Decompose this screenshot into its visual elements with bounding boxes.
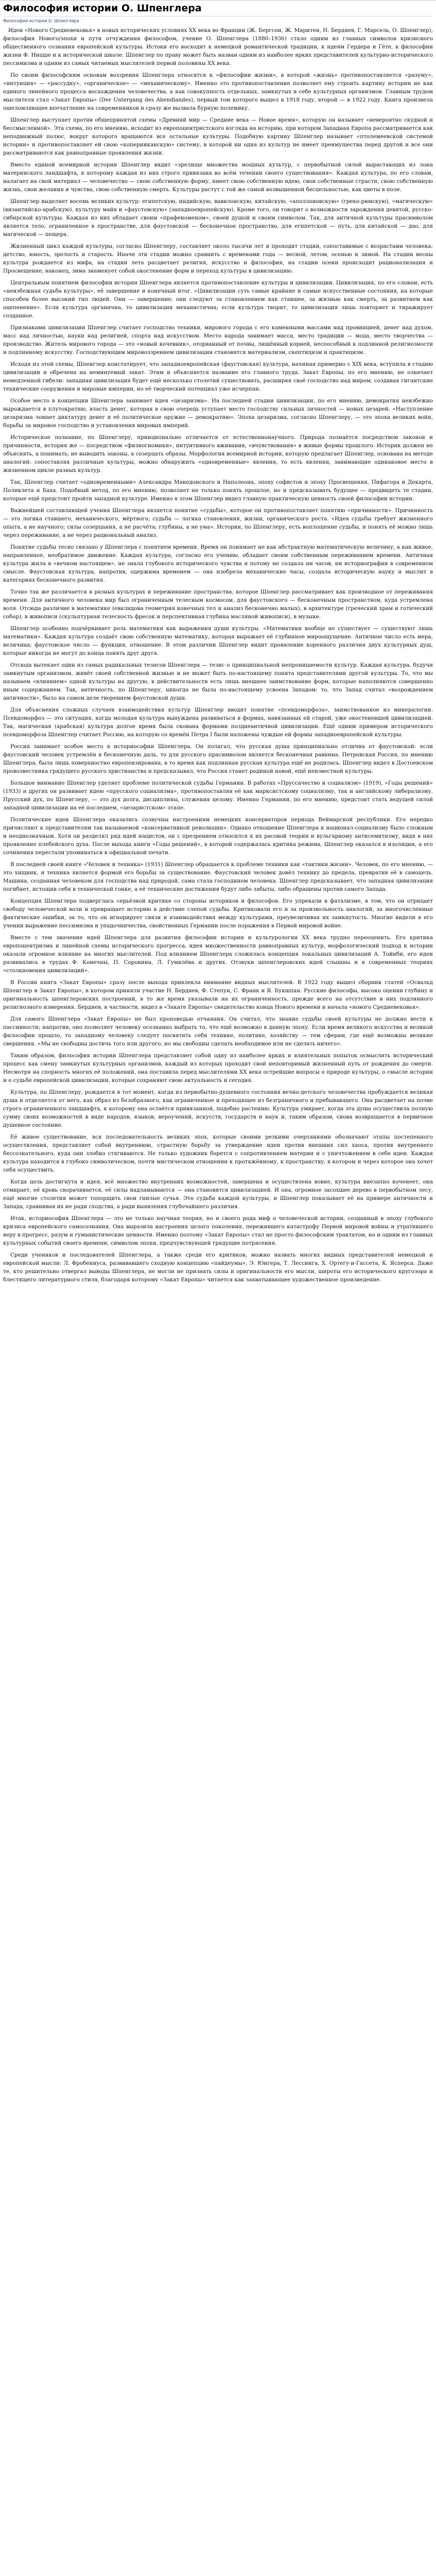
article-body [3,26,433,1284]
top-divider [0,0,436,1]
article-paragraph: Её живое существование, вся последовательность великих эпох, которые своими резкими очертаниями обозначают этапы постепенного осуществления, представляет собой внутреннюю, страстную борьбу за утверждение идеи против внешних сил хаоса, против внутреннего бессознательного, куда они злобно стягиваются. Не только художник борется с сопротивлением материи и с уничтожением в себе идеи. Каждая культура находится в глубоко символическом, почти мистическом отношении к протяжённому, к пространству, в котором и через которое она хочет себя осуществить. [3,1134,433,1173]
article-paragraph: Шпенглер выделяет восемь великих культур: египетскую, индийскую, вавилонскую, китайскую, «аполлоновскую» (греко-римскую), «магическую» (византийско-арабскую), культуру майя и «фаустовскую» (западноевропейскую). Кроме того, он говорит о возможности зарождения девятой, русско-сибирской культуры. Каждая из них обладает своим «прафеноменом», своей душой и своим символом. Так, для античной культуры прасимволом является тело, ограниченное в пространстве, для фаустовской — бесконечное пространство, для египетской — путь, для китайской — дао, для магической — пещера. [3,198,433,238]
article-paragraph: Вместо единой всемирной истории Шпенглер видит «зрелище множества мощных культур, с первобытной силой вырастающих из лона материнского ландшафта, к которому каждая из них строго привязана во всём течении своего существования». Каждая культура, по его словам, налагает на свой материал — человечество — свою собственную форму, имеет свою собственную идею, свои собственные страсти, свою собственную жизнь, свои желания и чувства, свою собственную смерть. Культуры растут с той же самой возвышенной бесцельностью, как цветы в поле. [3,162,433,193]
article-paragraph: Среди учеников и последователей Шпенглера, а также среди его критиков, можно назвать многих видных представителей немецкой и европейской мысли: Л. Фробениуса, развивавшего сходную концепцию «пайдеумы», Э. Юнгера, Т. Лессинга, Х. Ортегу-и-Гассета, К. Ясперса. Даже те, кто решительно отвергал выводы Шпенглера, не могли не признать силы и оригинальности его мысли, широты его исторического кругозора и блестящего литературного стиля, благодаря которому «Закат Европы» читается как захватывающее художественное произведение. [3,1252,433,1283]
article-paragraph: Когда цель достигнута и идея, всё множество внутренних возможностей, завершена и осуществлена вовне, культура внезапно коченеет, она отмирает, её кровь сворачивается, её силы надламываются — она становится цивилизацией. И она, огромное засохшее дерево в первобытном лесу, ещё многие столетия может топорщить свои гнилые сучья. Это судьба каждой культуры, и Шпенглер показывает её на примере античности и Запада, сравнивая их не ради сходства, а ради выявления глубочайшего различия. [3,1179,433,1210]
article-paragraph: Вместе с тем значение идей Шпенглера для развития философии истории и культурологии XX века трудно переоценить. Его критика европоцентризма и линейной схемы исторического прогресса, идея множественности равноправных культур, морфологический подход к истории оказали огромное влияние на многих мыслителей. Под влиянием Шпенглера сложилась концепция локальных цивилизаций А. Тойнби, его идеи развивались в трудах Ф. Конечны, П. Сорокина, Л. Гумилёва и других. Отзвуки шпенглеровских идей слышны и в современных теориях «столкновения цивилизаций». [3,935,433,974]
article-paragraph: Идеи «Нового Средневековья» в новых исторических условиях XX века во Франции (Ж. Бергсон, Ж. Маритен, Н. Бердяев, Г. Марсель, О. Шпенглер), философия Нового/эпохи и пути отчуждения философом, учение О. Шпенглера (1880–1936) стало одним из главных символов кризисного общественного сознания европейской культуры. Истоки его восходят к немецкой романтической традиции, к идеям Гердера и Гёте, к философии жизни Ф. Ницше и к исторической школе. Шпенглер по праву может быть назван одним из наиболее ярких представителей культурно-исторического пессимизма и одним из самых читаемых мыслителей первой половины XX века. [3,27,433,66]
article-paragraph: Признаками цивилизации Шпенглер считает господство техники, мирового города с его каменными массами над провинцией, денег над духом, масс над личностью, науки над религией, спорта над искусством. Место народа занимает масса, место традиции — мода, место творчества — производство. Житель мирового города — это «новый кочевник», оторванный от почвы, лишённый корней, неспособный к подлинной религиозности и подлинному искусству. Господствующим мировоззрением цивилизации становятся материализм, скептицизм и практицизм. [3,325,433,355]
article-paragraph: Шпенглер выступает против общепринятой схемы «Древний мир — Средние века — Новое время», которую он называет «невероятно скудной и бессмысленной». Эта схема, по его мнению, исходит из европоцентристского взгляда на историю, при котором Западная Европа рассматривается как неподвижный полюс, вокруг которого вращаются все остальные культуры. Подобную картину Шпенглер называет «птолемеевской системой истории» и противопоставляет ей свою «коперниканскую» систему, в которой ни одна из культур не имеет преимущества перед другой и все они рассматриваются как равноправные проявления жизни. [3,117,433,156]
article-paragraph: Исходя из этой схемы, Шпенглер констатирует, что западноевропейская (фаустовская) культура, начиная примерно с XIX века, вступила в стадию цивилизации и обречена на неминуемый закат. Этим и объясняется название его главного труда. Закат Европы, по его мнению, не означает немедленной гибели: западная цивилизация будет ещё несколько столетий существовать, расширяя своё господство над миром, создавая гигантские технические сооружения и мировые империи, но её творческий потенциал уже исчерпан. [3,361,433,392]
article-paragraph: В России книга «Закат Европы» сразу после выхода привлекла внимание видных мыслителей. В 1922 году вышел сборник статей «Освальд Шпенглер и Закат Европы», в котором приняли участие Н. Бердяев, Ф. Степун, С. Франк и Я. Букшпан. Русские философы, высоко оценив глубину и оригинальность шпенглеровских построений, в то же время указывали на их ограниченность, прежде всего на отсутствие в них подлинного религиозного измерения. Бердяев, в частности, видел в «Закате Европы» свидетельство конца Нового времени и начала «нового Средневековья». [3,979,433,1010]
article-paragraph: Таким образом, философия истории Шпенглера представляет собой одну из наиболее ярких и влиятельных попыток осмыслить исторический процесс как смену замкнутых культурных организмов, каждый из которых проходит свой неповторимый жизненный путь от рождения до смерти. Несмотря на спорность многих её положений, она поставила перед мыслителями XX века острейшие вопросы о природе культуры, о смысле истории и о судьбе европейской цивилизации, которые сохраняют свою актуальность и сегодня. [3,1053,433,1083]
article-paragraph: Жизненный цикл каждой культуры, согласно Шпенглеру, составляет около тысячи лет и проходит стадии, сопоставимые с возрастами человека: детство, юность, зрелость и старость. Иначе эти стадии можно сравнить с временами года — весной, летом, осенью и зимой. На стадии весны культура рождается из мифа, на стадии лета расцветает религия, искусство и философия, на стадии осени происходит рационализация и Просвещение, наконец, зима знаменует собой окостенение форм и переход культуры в цивилизацию. [3,243,433,274]
article-paragraph: Особое место в концепции Шпенглера занимает идея «цезаризма». На последней стадии цивилизации, по его мнению, демократия неизбежно вырождается в плутократию, власть денег, которая в свою очередь уступает место господству сильных личностей — новых цезарей. «Наступление цезаризма ломает диктатуру денег и её политическое оружие — демократию». Эпоха цезаризма, согласно Шпенглеру, — это эпоха великих войн, борьбы за мировое господство и установления мировых империй. [3,398,433,429]
article-paragraph: Культура, по Шпенглеру, рождается в тот момент, когда из первобытно-душевного состояния вечно-детского человечества пробуждается великая душа и отделяется от него, как образ из безобразного, как ограниченное и преходящее из безграничного и пребывающего. Она расцветает на почве строго ограниченного ландшафта, к которому она остаётся привязанной, подобно растению. Культура умирает, когда эта душа осуществила полную сумму своих возможностей в виде народов, языков, вероучений, искусств, государств и наук и, таким образом, снова возвращается в первичное душевное состояние. [3,1089,433,1128]
article-paragraph: Россия занимает особое место в историософии Шпенглера. Он полагал, что русская душа принципиально отлична от фаустовской: если фаустовский человек устремлён в бесконечную даль, то для русского прасимволом является бесконечная равнина. Петровская Россия, по мнению Шпенглера, была лишь поверхностно европеизирована, в то время как подлинная русская культура ещё не родилась. Шпенглер видел в Достоевском провозвестника грядущего русского христианства и предсказывал, что Россия станет родиной новой, ещё неизвестной культуры. [3,743,433,774]
article-paragraph: Так, Шпенглер считает «одновременными» Александра Македонского и Наполеона, эпоху софистов и эпоху Просвещения, Пифагора и Декарта, Поликлета и Баха. Подобный метод, по его мнению, позволяет не только понять прошлое, но и предсказывать будущее — предвидеть те стадии, которые ещё предстоит пройти западной культуре. Именно в этом Шпенглер видел главную практическую ценность своей философии истории. [3,479,433,502]
article-paragraph: Точно так же различается в разных культурах и переживание пространства, которое Шпенглер рассматривает как производное от переживания времени. Для античного человека мир был ограниченным телесным космосом, для фаустовского — бесконечным пространством, куда устремлена воля. Отсюда различие в математике (евклидова геометрия конечных тел и анализ бесконечно малых), в архитектуре (греческий храм и готический собор), в живописи (скульптурная телесность фресок и перспективная глубина масляной живописи), в музыке. [3,589,433,620]
article-paragraph: Понятие судьбы тесно связано у Шпенглера с понятием времени. Время он понимает не как абстрактную математическую величину, а как живое, направленное, необратимое движение. Каждая культура, согласно его учению, обладает своим собственным переживанием времени. Античная культура жила в «вечном настоящем», не знала глубокого исторического чувства и потому не создала ни часов, ни историографии в современном смысле. Фаустовская культура, напротив, одержима временем — она изобрела механические часы, создала историческую науку и мыслит в категориях бесконечного развития. [3,544,433,583]
article-paragraph: Отсюда вытекает один из самых радикальных тезисов Шпенглера — тезис о принципиальной непроницаемости культур. Каждая культура, будучи замкнутым организмом, живёт своей собственной жизнью и не может быть по-настоящему понята представителями другой культуры. То, что мы называем «влиянием» одной культуры на другую, в действительности есть лишь внешнее заимствование форм, которые наполняются совершенно иным содержанием. Так, античность, по Шпенглеру, никогда не была по-настоящему усвоена Западом: то, что Запад считал «возрождением античности», было на самом деле творением фаустовской души. [3,662,433,701]
article-paragraph: Концепция Шпенглера подверглась серьёзной критике со стороны историков и философов. Его упрекали в фатализме, в том, что он отрицает свободу человеческой воли и превращает историю в действие слепой судьбы. Критиковали его и за произвольность аналогий, за многочисленные фактические ошибки, за то, что он игнорирует связи и взаимодействия между культурами, преувеличивая их замкнутость. Многие видели в его учении выражение пессимизма и упадочничества, свойственных Германии после поражения в Первой мировой войне. [3,898,433,929]
article-paragraph: Для самого Шпенглера «Закат Европы» не был проповедью отчаяния. Он считал, что знание судьбы своей культуры не должно вести к пассивности; напротив, оно позволяет человеку осознанно выбрать то, что ещё возможно в данную эпоху. Если время великого искусства и великой философии прошло, то западному человеку следует посвятить себя технике, политике, хозяйству — тем сферам, где ещё возможны великие свершения. «Мы не свободны достичь того или другого, но мы свободны сделать необходимое или не сделать ничего». [3,1016,433,1047]
page-title: Философия истории О. Шпенглера [3,3,202,14]
breadcrumb-link[interactable]: Философия истории О. Шпенглера [3,19,79,23]
article-paragraph: Историческое познание, по Шпенглеру, принципиально отличается от естественнонаучного. Природа познаётся посредством законов и причинности, история же — посредством «физиогномики», интуитивного вживания, «вчувствования» в живые формы прошлого. Историк должен не объяснять, а понимать; не выводить законы, а созерцать образы. Морфология всемирной истории, которую предлагает Шпенглер, основана на методе аналогий: сопоставляя различные культуры, можно обнаружить «одновременные» явления, то есть явления, занимающие одинаковое место в жизненном цикле разных культур. [3,434,433,473]
article-paragraph: Центральным понятием философии истории Шпенглера является противопоставление культуры и цивилизации. Цивилизация, по его словам, есть «неизбежная судьба культуры», её завершение и конечный итог. «Цивилизации суть самые крайние и самые искусственные состояния, на которые способен более высокий тип людей. Они — завершение; они следуют за становлением как ставшее, за жизнью как смерть, за развитием как оцепенение». Если культура органична, то цивилизация механистична; если культура творит, то цивилизация лишь повторяет и тиражирует созданное. [3,280,433,319]
article-paragraph: Итак, историософия Шпенглера — это не только научная теория, но и своего рода миф о человеческой истории, созданный в эпоху глубокого кризиса европейского самосознания. Она выразила настроения целого поколения, пережившего катастрофу Первой мировой войны и утратившего веру в прогресс, разум и гуманистические ценности. Именно поэтому «Закат Европы» стал не просто философским трактатом, но и одним из главных культурных событий своего времени, символом эпохи, предчувствующей грядущие потрясения. [3,1215,433,1246]
article-paragraph: Важнейшей составляющей учения Шпенглера является понятие «судьбы», которое он противопоставляет понятию «причинности». Причинность — это логика ставшего, механического, мёртвого; судьба — логика становления, жизни, органического роста. «Идея судьбы требует жизненного опыта, а не научного; силы созерцания, а не расчёта; глубины, а не ума». История, по Шпенглеру, есть воплощение судьбы, и понять её можно лишь через переживание, а не через рациональный анализ. [3,507,433,538]
article-paragraph: В последней своей книге «Человек и техника» (1931) Шпенглер обращается к проблеме техники как «тактики жизни». Человек, по его мнению, — это хищник, и техника является формой его борьбы за существование. Фаустовский человек довёл технику до предела, превратив её в самоцель. Машина, созданная человеком для господства над природой, сама стала господином человека. Шпенглер предсказывает, что западная цивилизация погибнет, истощив себя в технической гонке, а её технические достижения будут либо забыты, либо обращены против самого Запада. [3,861,433,892]
article-paragraph: Для объяснения сложных случаев взаимодействия культур Шпенглер вводит понятие «псевдоморфоза», заимствованное из минералогии. Псевдоморфоз — это ситуация, когда молодая культура вынуждена развиваться в формах, навязанных ей старой, уже окостеневшей цивилизацией. Так, магическая (арабская) культура долгое время была скована формами позднеантичной цивилизации. Ещё одним примером исторического псевдоморфоза Шпенглер считает Россию, на которую со времён Петра I были наложены чуждые ей формы западноевропейской культуры. [3,707,433,738]
article-paragraph: По своим философским основам воззрения Шпенглера относятся к «философии жизни», в которой «жизнь» противопоставляется «разуму», «интуиция» — «рассудку», «органическое» — «механическому». Именно это противопоставление позволяет ему строить картину истории не как единого линейного процесса восхождения человечества, а как совокупность отдельных, замкнутых в себе культурных организмов. Главным трудом мыслителя стал «Закат Европы» (Der Untergang des Abendlandes), первый том которого вышел в 1918 году, второй — в 1922 году. Книга произвела ошеломляющее впечатление на современников и сразу же вызвала бурную полемику. [3,72,433,111]
article-paragraph: Шпенглер особенно подчёркивает роль математики как выражения души культуры. «Математики вообще не существует — существуют лишь математики». Каждая культура создаёт свою собственную математику, которая выражает её глубинное мироощущение. Античное число есть мера, величина; фаустовское число — функция, отношение. В этом различии Шпенглер видит проявление коренного различия двух культурных душ, которые никогда не могут до конца понять друг друга. [3,625,433,656]
article-paragraph: Большое внимание Шпенглер уделяет проблеме политической судьбы Германии. В работах «Пруссачество и социализм» (1919), «Годы решений» (1933) и других он развивает идею «прусского социализма», противопоставляя её как марксистскому социализму, так и английскому либерализму. Прусский дух, по Шпенглеру, — это дух долга, дисциплины, служения целому. Именно Германии, по его мнению, предстоит стать ведущей силой западной цивилизации на её последнем, «цезаристском» этапе. [3,780,433,811]
breadcrumb [3,18,433,24]
article-paragraph: Политические идеи Шпенглера оказались созвучны настроениям немецких консерваторов периода Веймарской республики. Его нередко причисляют к представителям так называемой «консервативной революции». Однако отношение Шпенглера к национал-социализму было сложным и неоднозначным. Хотя он разделял ряд идей нацистов, он с презрением относился к их расовой теории и вульгарному антисемитизму, видя в них проявление плебейского духа. После выхода книги «Годы решений», в которой содержалась критика режима, Шпенглер оказался в изоляции, а его сочинения перестали упоминаться в официальной печати. [3,817,433,856]
